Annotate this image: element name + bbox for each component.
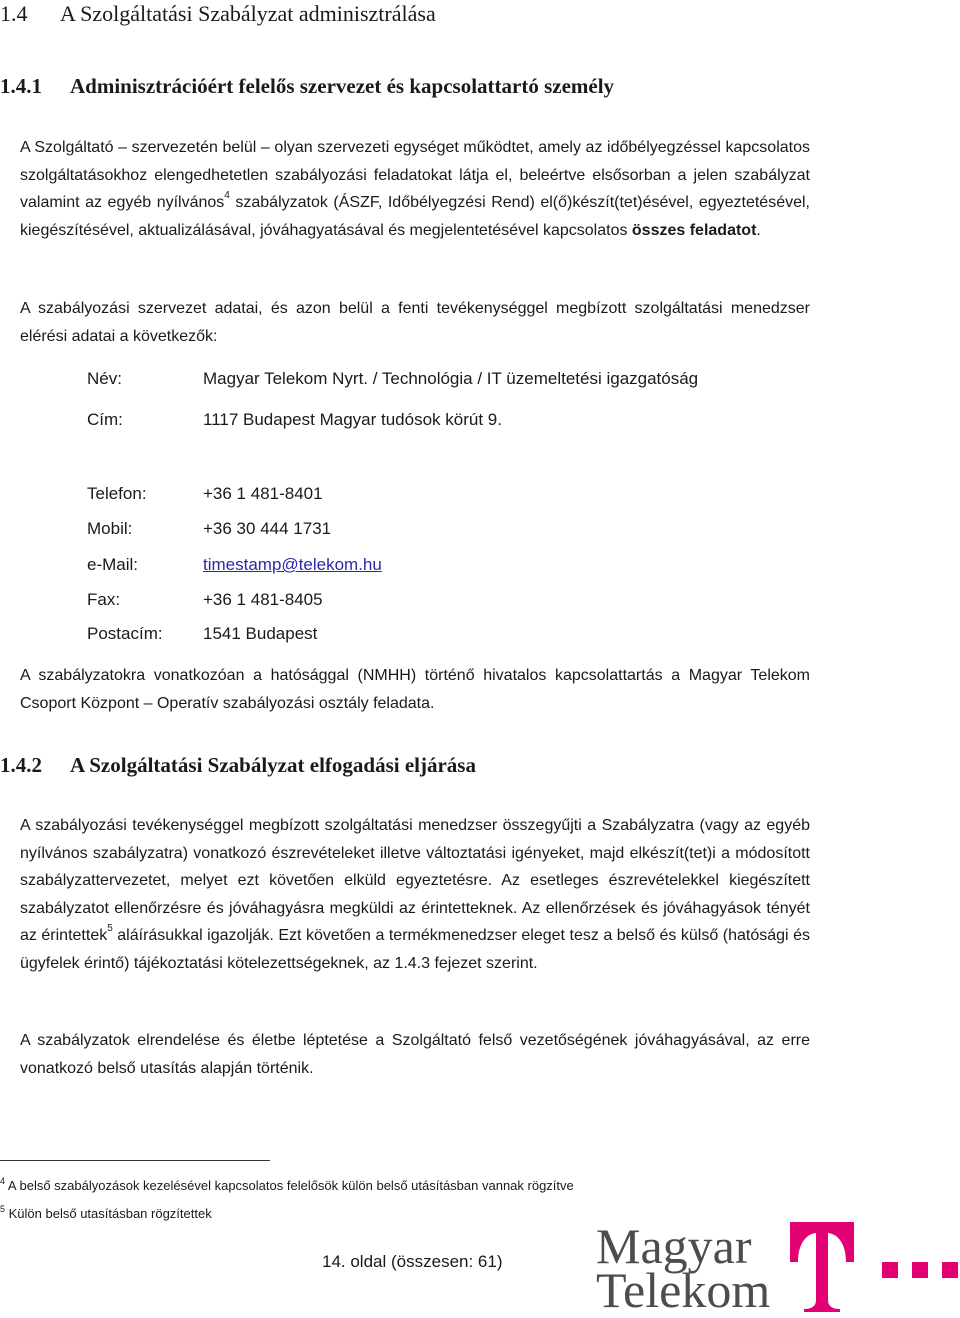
paragraph-enactment: A szabályzatok elrendelése és életbe léptetése a Szolgáltató felső vezetőségének jóváhagyásával, az erre vonatkozó belső utasítás alapján történik. xyxy=(20,1032,810,1077)
fax-label: Fax: xyxy=(87,590,121,609)
footnote-number: 5 xyxy=(0,1204,6,1214)
footnote-ref[interactable]: 5 xyxy=(107,923,113,934)
pobox-label: Postacím: xyxy=(87,624,163,643)
address-value: 1117 Budapest Magyar tudósok körút 9. xyxy=(203,410,502,429)
footnote xyxy=(0,1178,574,1194)
section-heading xyxy=(0,0,436,28)
paragraph-text: A Szolgáltató – szervezetén belül – olyan szervezeti egységet működtet, amely az időbélyegzéssel kapcsolatos szolgáltatásokhoz elengedhetetlen szabályozási feladatokat látja el, beleértve elsősorban a jelen szabályzat valamint az egyéb nyílvános xyxy=(20,139,810,211)
paragraph-contact-intro: A szabályozási szervezet adatai, és azon belül a fenti tevékenységgel megbízott szolgáltatási menedzser elérési adatai a következők: xyxy=(20,300,810,345)
t-square xyxy=(912,1262,928,1278)
page-number: 14. oldal (összesen: 61) xyxy=(322,1252,503,1271)
footnote-text: Külön belső utasításban rögzítettek xyxy=(8,1206,212,1221)
bold-text: összes feladatot xyxy=(631,221,757,239)
paragraph-organization xyxy=(20,134,810,244)
section-title: A Szolgáltatási Szabályzat adminisztrálása xyxy=(60,1,436,26)
footnote-ref[interactable]: 4 xyxy=(224,190,230,201)
section-number: 1.4 xyxy=(0,1,28,26)
paragraph-text: . xyxy=(756,221,761,239)
mobile-value: +36 30 444 1731 xyxy=(203,519,332,538)
name-label: Név: xyxy=(87,369,122,388)
pobox-value: 1541 Budapest xyxy=(203,624,318,643)
paragraph-nmhh: A szabályzatokra vonatkozóan a hatósággal (NMHH) történő hivatalos kapcsolattartás a Magyar Telekom Csoport Központ – Operatív szabályozási osztály feladata. xyxy=(20,667,810,712)
footnote xyxy=(0,1206,212,1222)
subsection-heading xyxy=(0,751,476,779)
paragraph-approval xyxy=(20,812,810,977)
telekom-t-logo-icon xyxy=(788,1222,960,1312)
paragraph-text: szabályzatok (ÁSZF, Időbélyegzési Rend) el(ő)készít(tet)ésével, egyeztetésével, kiegészítésével, aktualizálásával, jóváhagyatásával és megjelentetésével kapcsolatos xyxy=(20,194,810,239)
logo-text-telekom: Telekom xyxy=(596,1262,771,1318)
email-label: e-Mail: xyxy=(87,555,139,574)
paragraph-text: aláírásukkal igazolják. Ezt követően a termékmenedzser eleget tesz a belső és külső (hatósági és ügyfelek érintő) tájékoztatási kötelezettségeknek, az 1.4.3 fejezet szerint. xyxy=(20,927,810,972)
t-square xyxy=(882,1262,898,1278)
subsection-number: 1.4.2 xyxy=(0,753,42,777)
fax-value: +36 1 481-8405 xyxy=(203,590,323,609)
subsection-title: Adminisztrációért felelős szervezet és kapcsolattartó személy xyxy=(70,74,615,98)
footnote-text: A belső szabályozások kezelésével kapcsolatos felelősök külön belső utásításban vannak rögzítve xyxy=(7,1178,574,1193)
subsection-number: 1.4.1 xyxy=(0,74,42,98)
footnote-number: 4 xyxy=(0,1176,6,1186)
logo-text-magyar: Magyar xyxy=(596,1218,752,1274)
footnote-divider xyxy=(0,1160,270,1161)
t-square xyxy=(942,1262,958,1278)
name-value: Magyar Telekom Nyrt. / Technológia / IT üzemeltetési igazgatóság xyxy=(203,369,699,388)
email-link[interactable]: timestamp@telekom.hu xyxy=(203,555,382,574)
phone-label: Telefon: xyxy=(87,484,147,503)
t-letter-shape xyxy=(790,1222,854,1312)
paragraph-text: A szabályozási tevékenységgel megbízott szolgáltatási menedzser összegyűjti a Szabályzatra (vagy az egyéb nyílvános szabályzatra) vonatkozó észrevételeket illetve változtatási igényeket, majd elkészít(tet)i a módosított szabályzattervezetet, melyet ezt követően elküld egyeztetésre. Az esetleges észrevételekkel kiegészített szabályzatot ellenőrzésre és jóváhagyásra megküldi az érintetteknek. Az ellenőrzések és jóváhagyások tényét az érintettek xyxy=(20,817,810,944)
mobile-label: Mobil: xyxy=(87,519,133,538)
subsection-title: A Szolgáltatási Szabályzat elfogadási eljárása xyxy=(70,753,476,777)
subsection-heading xyxy=(0,72,614,100)
phone-value: +36 1 481-8401 xyxy=(203,484,323,503)
address-label: Cím: xyxy=(87,410,123,429)
